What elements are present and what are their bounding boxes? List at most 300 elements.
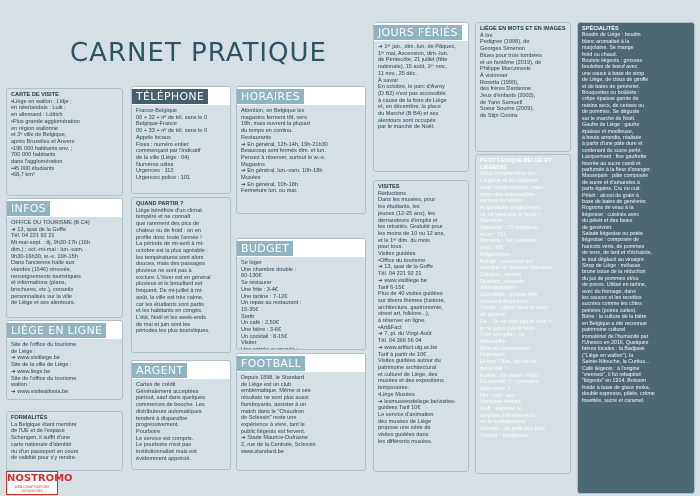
text-line: Soeur Sourire (2009), (480, 106, 534, 113)
text-line: ➔ 13, quai de la Goffe (11, 226, 66, 233)
text-line: de Liège : (11, 348, 36, 355)
enmots-lines (480, 33, 566, 120)
text-line: La Belgique étant membre (11, 421, 77, 428)
text-line: Bière : la culture de la bière (582, 314, 647, 321)
text-line: progressivement. (136, 422, 179, 429)
text-line: sur divers thèmes (histoire, (378, 297, 446, 304)
text-line: de sucre et d'amandes à (582, 179, 640, 186)
text-line: exclure. L'hiver est en général (136, 274, 211, 281)
infos-title: INFOS (7, 201, 50, 216)
text-line: à réserver en ligne. (378, 318, 426, 325)
enligne-box (6, 320, 123, 400)
text-line: Nonante : 90 (nonante- (480, 238, 538, 245)
football-box (236, 353, 366, 471)
text-line: Le pourboire n'est pas (136, 442, 192, 449)
text-line: Sirop de Liège : mélasse (582, 263, 641, 270)
visites-title: VISITES (378, 184, 400, 190)
text-line: 80-130€ (241, 273, 262, 280)
text-line: abondamment (480, 285, 516, 292)
text-line: de Sclessin" reste une (241, 415, 297, 422)
text-line: Tél. 04 366 56 04 (378, 338, 422, 345)
text-line: Urgences : 112 (136, 168, 174, 175)
text-line: l'Unesco en 2016. Quelques (582, 339, 649, 346)
text-line: vous comprendront, mais, (480, 184, 545, 191)
text-line: 15-35€ (241, 306, 259, 313)
text-line: Un repas au restaurant : (241, 300, 302, 307)
text-line: carte nationale d'identité (11, 441, 72, 448)
text-line: contenant du sucre perlé. (582, 147, 642, 154)
text-line: patrimoine architectural (378, 364, 437, 371)
text-line: Numéros utiles (136, 161, 174, 168)
text-line: Une chambre double : (241, 266, 297, 273)
text-line: Blues pour trois tombées (480, 52, 542, 59)
specialites-title: SPÉCIALITÉS (582, 26, 619, 32)
text-line: Un cocktail : 8-15€ (241, 333, 288, 340)
text-line: des musées de Liège (378, 418, 432, 425)
text-line: •Plus grande agglomération (11, 118, 80, 125)
text-line: ➔ www.visitliege.be (378, 277, 427, 284)
text-line: crêpe épaisse garnie de (582, 96, 639, 103)
text-line: Vous comprendrez les (480, 171, 536, 178)
text-line: Pensez à réserver, surtout le w.-e. (241, 154, 326, 161)
text-line: du temps en continu. (241, 128, 293, 135)
text-line: marjolaine. Se mange (582, 45, 634, 52)
text-line: de la ville (Liège : 04) (136, 154, 190, 161)
telephone-lines (132, 105, 230, 185)
football-title: FOOTBALL (237, 356, 305, 371)
budget-lines (237, 257, 365, 350)
text-line: de validité pour s'y rendre. (11, 455, 77, 462)
text-line: les retraités. Gratuité pour (378, 224, 443, 231)
text-line: La période de mi-avril à mi- (136, 241, 204, 248)
text-line: bières locales : la Badjawe (582, 346, 645, 353)
enligne-lines (7, 339, 122, 399)
text-line: France-Belgique (136, 108, 178, 114)
text-line: froid ou chaud. (582, 51, 618, 58)
text-line: fourrée au sucre candi et (582, 160, 641, 167)
formalites-box (6, 411, 123, 471)
text-line: ➔ 13, quai de la Goffe (378, 264, 433, 271)
text-line: www.standard.be (241, 448, 284, 455)
text-line: ce ne sera pas si facile ! (480, 211, 541, 218)
text-line: Depuis 1898, le Standard (241, 375, 305, 381)
text-line: ➔ www.visitliege.be (11, 355, 60, 362)
text-line (241, 347, 361, 350)
text-line: avec du fromage, dans (582, 288, 636, 295)
text-line: Sonner : téléphoner (480, 432, 530, 439)
text-line: trois : 93) (480, 245, 504, 252)
feries-lines (374, 41, 468, 134)
lexique-title: PETIT LEXIQUE BELGE ET LIÉGEOIS (480, 158, 552, 171)
text-line: •45 000 étudiants (11, 165, 55, 172)
text-line: de pouvoir. (480, 312, 508, 319)
text-line: musées et des expositions (378, 378, 444, 385)
text-line: après Bruxelles et Anvers (11, 138, 75, 145)
text-line: liégeoise : cuisinés avec (582, 211, 640, 218)
text-line: Appels locaux (136, 134, 171, 141)
text-line: de l'UE et de l'espace (11, 428, 65, 435)
text-line: Pèkèt : alcool de grain à (582, 192, 639, 199)
text-line: périodes les plus touristiques. (136, 328, 210, 335)
text-line: 00 + 33 + nº de tél. sans le 0 (136, 128, 208, 135)
logo-name: NOSTROMO (7, 473, 73, 484)
text-line: Tél. 04 221 92 21 (11, 233, 55, 240)
text-line: Boudin de Liège : boudin (582, 32, 641, 39)
text-line: Restaurants (241, 134, 272, 141)
text-line: Se loger (241, 260, 262, 266)
lexique-lines (480, 171, 566, 439)
text-line: car les étudiants sont partis (136, 301, 205, 308)
quand-partir-box (131, 197, 231, 353)
text-line: octobre est la plus agréable : (136, 247, 208, 254)
text-line: institutionnalisé mais est (136, 449, 197, 456)
nostromo-logo (6, 471, 73, 495)
text-line: froide à base de glace moka, (582, 384, 651, 391)
text-line: Dracher : pleuvoir (480, 278, 525, 285)
text-line: Attention, en Belgique les (241, 108, 305, 114)
text-line: Èvôye : En route ! Parti ! (480, 372, 541, 379)
text-line: Guindaille : grosse fête (480, 292, 538, 299)
text-line: évidemment apprécié. (136, 455, 192, 462)
text-line: Rognons de veau à la (582, 205, 634, 212)
text-line: Jeux d'enfants (2003), (480, 93, 536, 100)
text-line: À visionner (480, 72, 508, 79)
jours-feries-box (373, 22, 469, 172)
text-line: temporaires. (378, 385, 410, 392)
text-line: flamboyants, assister à un (241, 401, 306, 408)
text-line: 1ᵉʳ mai, Ascension, dim.-lun. (378, 50, 449, 57)
football-lines (237, 372, 365, 458)
enmots-title: LIÈGE EN MOTS ET EN IMAGES (480, 26, 566, 32)
text-line: ➔ Stade Maurice-Dufrasne (241, 435, 308, 442)
text-line: Philippe Marczewski (480, 66, 531, 73)
text-line: base de baies de genévrier. (582, 198, 648, 205)
text-line: des frères Dardenne (480, 86, 531, 93)
text-line: de terre, de lard et d'échalote, (582, 250, 653, 257)
text-line: emblématique. Même si ses (241, 388, 311, 395)
text-line: Ouft : exprime la (480, 406, 522, 413)
text-line: Mots et expressions (480, 345, 530, 352)
text-line: alentours sont occupés (378, 117, 436, 124)
text-line: en Belgique a été reconnue (582, 320, 647, 327)
formalites-title: FORMALITÉS (11, 415, 48, 421)
text-line: wallon : (11, 382, 30, 389)
text-line: à bouts arrondis, réalisée (582, 134, 642, 141)
text-line: chaleur ou de froid : on en (136, 227, 201, 234)
text-line: magasins ferment tôt, vers (241, 114, 307, 121)
text-line: de pommes. Se déguste (582, 109, 640, 116)
text-line: Cartes de crédit (136, 382, 176, 388)
text-line: Visites guidées (378, 251, 416, 258)
text-line: et le 1ᵉʳ dim. du mois (378, 237, 430, 244)
text-line: haricots verts, de pommes (582, 243, 645, 250)
budget-title: BUDGET (237, 241, 293, 256)
text-line: qu'on fait ? (480, 365, 508, 372)
text-line: Tarif 6-15€ (378, 284, 405, 291)
text-line: ➔ En général, 10h-18h (241, 181, 298, 188)
text-line: viandes (1546) rénovée, (11, 266, 72, 273)
text-line: En octobre, le parc d'Avroy (378, 84, 445, 91)
text-line: Ex. : Je ne sais pas le faire = (480, 318, 552, 325)
text-line: commerces de bouche. Les (136, 402, 205, 409)
text-line: de Liège, de clous de girofle (582, 77, 649, 84)
infos-box (6, 198, 123, 318)
text-line: fouettée, sucre et caramel. (582, 397, 645, 404)
text-line: public liégeois est fervent. (241, 428, 306, 435)
text-line: brune issue de la réduction (582, 269, 646, 276)
text-line: ➔ 1ᵉʳ jan., dim.-lun. de Pâques, (378, 44, 456, 50)
text-line: à cause de la foire de Liège (378, 97, 447, 104)
text-line: Un café : 2,50€ (241, 320, 279, 327)
telephone-title: TÉLÉPHONE (132, 89, 208, 104)
text-line: Fermeture lun. ou mar. (241, 188, 298, 195)
text-line: allez-vous ? (480, 385, 510, 392)
text-line: de poires. Utilisé en tartine, (582, 282, 647, 289)
carte-lines (11, 99, 118, 179)
text-line: Réductions (378, 190, 406, 197)
enligne-title: LIÈGE EN LIGNE (7, 323, 106, 338)
text-line: débrouiller (480, 338, 507, 345)
text-line: 2, rue de la Centrale, Sclessin (241, 442, 316, 449)
text-line: liégeoises (480, 352, 505, 359)
text-line: raisins secs, de cerises ou (582, 102, 645, 109)
text-line: Une tartine : 7-12€ (241, 293, 288, 300)
text-line: pluvieux ne sont pas à (136, 268, 192, 275)
text-line: 11 nov., 25 déc. (378, 70, 417, 77)
text-line: 00 + 32 + nº de tél. sans le 0 (136, 114, 208, 121)
text-line: de Yann Samuell (480, 99, 523, 106)
text-line: (souvent étudiante) (480, 298, 528, 305)
text-line: parts égales. Cru ou cuit. (582, 186, 641, 193)
text-line: et de baies de genévrier. (582, 83, 641, 90)
text-line: architecture, gastronomie, (378, 304, 443, 311)
text-line: douces, mais des passages (136, 261, 206, 268)
text-line: épaisse et moelleuse, (582, 128, 634, 135)
text-line: je ne peux pas le faire (480, 325, 535, 332)
text-line: tempéré et ne connaît (136, 214, 191, 221)
text-line: Salade liégeoise ou potée (582, 231, 643, 237)
text-line: Dans les musées, pour (378, 197, 436, 204)
text-line: les sauces et les recettes (582, 295, 642, 302)
text-line: profite donc toute l'année ! (136, 234, 202, 241)
carte-title: CARTE DE VISITE (11, 92, 59, 98)
text-line: dans l'agglomération (11, 159, 63, 166)
text-line: Baraki : personne qui (480, 258, 533, 265)
text-line: Sainte-Nitouche, la Curtius... (582, 359, 650, 366)
text-line: •Liège Musées (378, 391, 415, 398)
text-line: Tél. 04 221 92 21 (378, 271, 422, 278)
horaires-box (236, 86, 366, 214)
text-line: street art, folklore...), (378, 311, 430, 318)
text-line: Site de l'office du tourisme (11, 342, 77, 348)
text-line: pour tous. (378, 244, 403, 251)
text-line: Dans l'ancienne halle aux (11, 260, 75, 267)
text-line: les températures sont alors (136, 254, 204, 261)
text-line: Site de la ville de Liège : (11, 362, 72, 369)
text-line: Gaufre de Liège : gaufre (582, 122, 640, 129)
text-line: ➔ En général, 12h-14h, 19h-21h30 (241, 141, 328, 148)
specialites-lines (582, 32, 690, 404)
text-line: Savoir : utilisé dans le sens (480, 305, 548, 312)
text-line: Musées (241, 175, 261, 182)
text-line: par le marché de Noël. (378, 124, 435, 131)
text-line: parfumée à la fleur d'oranger. (582, 166, 652, 173)
infos-lines (7, 217, 122, 310)
logo-tagline: WEB-COMPTOIR DES VOYAGEURS (14, 485, 50, 493)
en-mots-box (475, 22, 571, 152)
text-line: 9h30-16h30, w.-e. 10h-15h (11, 253, 78, 260)
text-line: ➔ lesmuseesdeliege.be/visites- (378, 398, 456, 405)
text-line: OFFICE DU TOURISME (B C4) (11, 220, 90, 226)
text-line: Café liégeois : à l'origine (582, 365, 640, 372)
text-line: fréquent. De mi-juillet à mi- (136, 288, 203, 295)
text-line: Boulets liégeois : grosses (582, 58, 643, 65)
visites-box (373, 180, 469, 472)
text-line: les étudiants, les (378, 204, 420, 211)
text-line: manque de bonnes manières (480, 265, 553, 272)
horaires-title: HORAIRES (237, 89, 304, 104)
text-line: À savoir (378, 77, 399, 84)
text-line: Massepain : pâte composée (582, 173, 649, 180)
text-line: Pedigree (1998), de (480, 39, 530, 46)
text-line: Ravette : un petit peu plus (480, 426, 545, 433)
formalites-lines (11, 422, 118, 462)
text-line: •Office du tourisme (378, 257, 426, 264)
text-line: de genévrier. (582, 224, 613, 231)
carte-de-visite-box (6, 88, 123, 196)
text-line: et un fantôme (2019), de (480, 59, 542, 66)
text-line: Lacquemant : fine gaufrette (582, 154, 647, 161)
text-line: Visites guidées autour du (378, 358, 441, 365)
text-line: boulettes de bœuf avec (582, 64, 638, 71)
text-line: le tout déglacé au vinaigre. (582, 256, 646, 263)
budget-box (236, 238, 366, 350)
text-line: en néerlandais : Luik ; (11, 105, 66, 112)
text-line: brochures, etc.), conseils (11, 287, 74, 294)
text-line: nationale), 15 août, 1ᵉʳ nov., (378, 64, 448, 71)
text-line: Beaucoup sont fermés dim. et lun. (241, 148, 326, 155)
text-line: Magasins (241, 161, 265, 168)
text-line: Pourboire (136, 428, 161, 435)
text-line: ➔ www.artfact.ulg.ac.be (378, 344, 438, 351)
text-line: du jus de pommes et/ou (582, 275, 639, 282)
visites-lines (378, 191, 464, 446)
text-line: Site de l'office du tourisme (11, 375, 77, 382)
text-line: Schengen, il suffit d'une (11, 435, 71, 442)
text-line: immatériel de l'humanité par (582, 333, 649, 340)
argent-lines (132, 379, 230, 465)
text-line: (D B2) n'est pas accessible (378, 90, 446, 97)
text-line: ➔ En général, lun.-sam. 10h-18h (241, 168, 323, 175)
text-line: Bouquettes ou boûkète : (582, 90, 640, 97)
text-line: partout, sauf dans quelques (136, 395, 206, 402)
quand-lines (136, 208, 226, 335)
text-line: et les habitants en congés. (136, 308, 203, 315)
text-line: propose une série de (378, 425, 431, 432)
text-line: Tirer son plan : se (480, 332, 525, 339)
text-line: en allemand : Lüttich (11, 112, 63, 119)
text-line: Généralement acceptées (136, 388, 199, 395)
specialites-box (577, 22, 695, 494)
text-line: entre des expressions (480, 191, 535, 198)
text-line: •195 000 habitants env. ; (11, 145, 73, 152)
text-line: Nombres (480, 218, 503, 225)
horaires-lines (237, 105, 365, 198)
text-line: en région wallonne (11, 125, 58, 132)
text-line: patrimoine culturel (582, 327, 626, 334)
feries-title: JOURS FÉRIÉS (374, 25, 462, 40)
text-line: pluvieux et le brouillard est (136, 281, 203, 288)
text-line: "viennois", il fut rebaptisé (582, 371, 642, 378)
text-line: Se restaurer (241, 280, 272, 287)
text-line: •Art&Fact (378, 324, 402, 331)
text-line: venues du wallon (480, 198, 524, 205)
text-line: Kè novelle ? : comment (480, 379, 539, 386)
text-line: Sortir (241, 313, 255, 320)
text-line: Liège bénéficie d'un climat (136, 207, 202, 214)
text-line: les différents musées. (378, 438, 433, 445)
text-line: du Marché (B B4) et ses (378, 111, 439, 118)
text-line: sucrées comme les côtes (582, 301, 642, 308)
text-line: de Stijn Coninx (480, 113, 518, 120)
text-line: ("Liège en wallon"), la (582, 352, 634, 359)
text-line: tendent à disparaître (136, 415, 188, 422)
text-line: et informations (plans, (11, 280, 67, 287)
text-line: août, la ville est très calme, (136, 294, 204, 301)
text-line: de Liège est un club (241, 381, 292, 388)
text-line: résultats ne sont plus aussi (241, 395, 309, 402)
text-line: blanc aromatisé à la (582, 38, 630, 45)
text-line: du pékèt et des baies (582, 218, 633, 225)
text-line: Georges Simenon (480, 46, 526, 53)
text-line: ou d'un passeport en cours (11, 448, 79, 455)
text-line: Le service est compris. (136, 435, 194, 442)
text-line: Plus de 40 visites guidées (378, 291, 443, 298)
text-line: ➔ www.visitwallonia.be (11, 388, 69, 395)
text-line: double espresso, pâtée, crème (582, 391, 655, 398)
text-line: distributeurs automatiques (136, 408, 202, 415)
text-line: à partir d'une pâte dure et (582, 141, 643, 148)
argent-title: ARGENT (132, 363, 187, 378)
text-line: •Liège en wallon : Lîdje ; (11, 98, 72, 105)
text-line: Septante : 70 (septante (480, 225, 539, 232)
text-line: Belgique-France (136, 121, 178, 128)
text-line: ➔ www.liege.be (11, 368, 51, 375)
text-line: visites guidées dans (378, 432, 429, 439)
text-line: Visiter (241, 340, 257, 347)
text-line: et un : 71) (480, 231, 506, 238)
text-line: peinées (poires cuites). (582, 307, 637, 314)
text-line: "liégeois" en 1914. Boisson (582, 378, 647, 385)
text-line: Et bon ! Bon, qu'est-ce (480, 359, 537, 366)
text-line: 700 000 habitants (11, 152, 56, 159)
text-line: que rarement des pics de (136, 221, 200, 228)
text-line: de Liège et ses alentours. (11, 300, 76, 307)
text-line: Liégeois et les Liégeois (480, 178, 539, 185)
text-line: expérience à vivre, tant le (241, 421, 305, 428)
text-line: •68,7 km² (11, 172, 35, 179)
text-line: de mai et juin sont les (136, 321, 191, 328)
text-line: personnalisés sur la ville (11, 293, 72, 300)
text-line: et, en décembre, la place (378, 104, 441, 111)
text-line: Urgences police : 101 (136, 175, 191, 182)
text-line: Belgicismes (480, 251, 510, 258)
page-title: CARNET PRATIQUE (70, 38, 327, 68)
text-line: liégeoise : composée de (582, 237, 640, 244)
text-line: 18h, mais ouvrent la plupart (241, 121, 311, 128)
text-line: Le service d'animation (378, 411, 434, 418)
text-line: et 3ᵉ ville de Belgique, (11, 132, 67, 139)
